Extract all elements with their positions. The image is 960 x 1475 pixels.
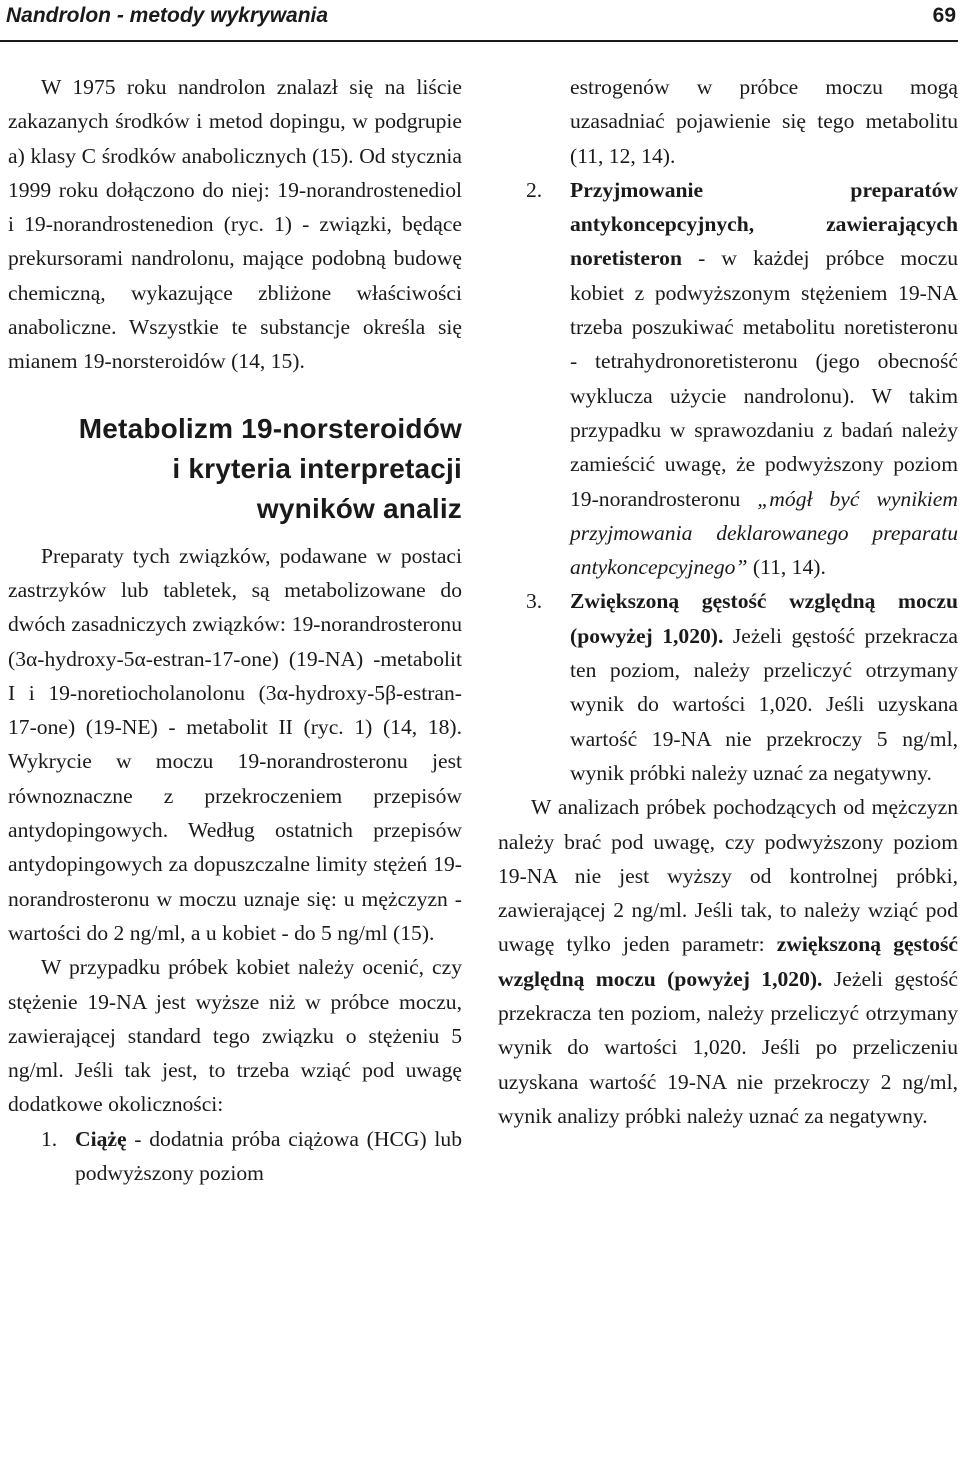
page-header xyxy=(0,0,960,44)
header-rule xyxy=(0,40,958,42)
list-item-italic: „mógł być wynikiem przyjmowania deklarowanego preparatu antykoncepcyjnego” xyxy=(570,486,958,580)
paragraph-intro: W 1975 roku nandrolon znalazł się na liście zakazanych środków i metod dopingu, w podgrupie a) klasy C środków anabolicznych (15). Od stycznia 1999 roku dołączono do niej: 19-norandrostenediol i 19-norandrostenedion (ryc. 1) - związki, będące prekursorami nandrolonu, mające podobną budowę chemiczną, wykazujące zbliżone właściwości anaboliczne. Wszystkie te substancje określa się mianem 19-norsteroidów (14, 15). xyxy=(8,75,462,374)
list-item-bold: Ciążę xyxy=(75,1126,127,1151)
list-item-number: 2. xyxy=(526,177,543,202)
list-item-text: Jeżeli gęstość przekracza ten poziom, należy przeliczyć otrzymany wynik do wartości 1,020. Jeśli uzyskana wartość 19-NA nie przekroczy 5 ng/ml, wynik próbki należy uznać za negatywny. xyxy=(570,623,958,785)
paragraph-text-end: Jeżeli gęstość przekracza ten poziom, należy przeliczyć otrzymany wynik do wartości 1,020. Jeśli po przeliczeniu uzyskana wartość 19-NA nie przekroczy 2 ng/ml, wynik analizy próbki należy uznać za negatywny. xyxy=(498,966,958,1128)
list-item xyxy=(8,1122,462,1191)
left-column xyxy=(8,70,462,1190)
paragraph-bold: zwiększoną gęstość względną moczu (powyżej 1,020). xyxy=(498,932,958,991)
paragraph-text: W analizach próbek pochodzących od mężczyzn należy brać pod uwagę, czy podwyższony poziom 19-NA nie jest wyższy od kontrolnej próbki, zawierającej 2 ng/ml. Jeśli tak, to należy wziąć pod uwagę tylko jeden parametr: xyxy=(498,795,958,957)
list-item-text: estrogenów w próbce moczu mogą uzasadniać pojawienie się tego metabolitu (11, 12, 14). xyxy=(570,75,958,168)
paragraph-metabolism: Preparaty tych związków, podawane w postaci zastrzyków lub tabletek, są metabolizowane do dwóch zasadniczych związków: 19-norandrosteronu (3α-hydroxy-5α-estran-17-one) (19-NA) -metabolit I i 19-noretiocholanolonu (3α-hydroxy-5β-estran-17-one) (19-NE) - metabolit II (ryc. 1) (14, 18). Wykrycie w moczu 19-norandrosteronu jest równoznaczne z przekroczeniem przepisów antydopingowych. Według ostatnich przepisów antydopingowych za dopuszczalne limity stężeń 19-norandrosteronu w moczu uznaje się: u mężczyzn - wartości do 2 ng/ml, a u kobiet - do 5 ng/ml (15). xyxy=(8,543,462,945)
list-item xyxy=(498,173,958,585)
criteria-list-start xyxy=(8,1122,462,1191)
list-item-bold: Zwiększoną gęstość względną moczu (powyżej 1,020). xyxy=(570,589,958,648)
list-item-bold: Przyjmowanie preparatów antykoncepcyjnych, zawierających noretisteron xyxy=(570,177,958,271)
paragraph-women-samples: W przypadku próbek kobiet należy ocenić, czy stężenie 19-NA jest wyższe niż w próbce moczu, zawierającej standard tego związku o stężeniu 5 ng/ml. Jeśli tak jest, to trzeba wziąć pod uwagę dodatkowe okoliczności: xyxy=(8,955,462,1117)
running-title: Nandrolon - metody wykrywania xyxy=(6,4,329,27)
page-number: 69 xyxy=(932,4,956,27)
list-item-text: - w każdej próbce moczu kobiet z podwyższonym stężeniem 19-NA trzeba poszukiwać metabolitu noretisteronu - tetrahydronoretisteronu (jego obecność wyklucza użycie nandrolonu). W takim przypadku w sprawozdaniu z badań należy zamieścić uwagę, że podwyższony poziom 19-norandrosteronu xyxy=(570,246,958,511)
list-item-number: 1. xyxy=(41,1126,58,1151)
paragraph-men-samples xyxy=(498,790,958,1133)
heading-line-2: i kryteria interpretacji xyxy=(172,452,462,484)
section-heading xyxy=(8,409,462,529)
heading-line-1: Metabolizm 19-norsteroidów xyxy=(78,412,462,444)
list-item-text-tail: (11, 14). xyxy=(747,555,826,580)
list-item-text: - dodatnia próba ciążowa (HCG) lub podwyższony poziom xyxy=(75,1126,462,1186)
criteria-list xyxy=(498,173,958,790)
list-item-number: 3. xyxy=(526,589,543,614)
right-column xyxy=(498,70,958,1133)
list-item-continuation xyxy=(498,70,958,173)
list-item xyxy=(498,584,958,790)
heading-line-3: wyników analiz xyxy=(256,492,462,524)
